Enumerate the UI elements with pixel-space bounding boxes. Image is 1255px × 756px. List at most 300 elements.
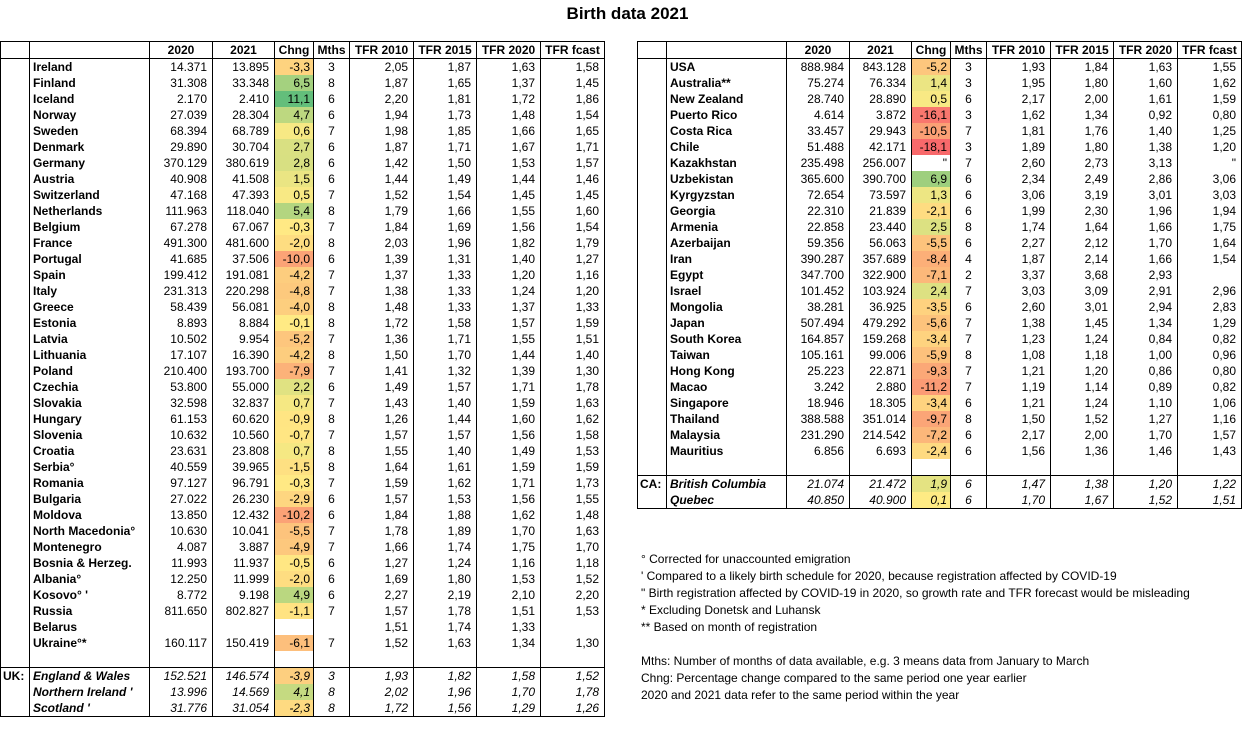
tfr-2020: 1,59 <box>477 459 541 475</box>
row-prefix <box>638 267 667 283</box>
births-2021: 150.419 <box>213 635 275 651</box>
births-2020: 10.502 <box>150 331 213 347</box>
change-percent: 0,5 <box>912 91 951 107</box>
months-count: 6 <box>314 91 350 107</box>
tfr-2020: 3,01 <box>1114 187 1178 203</box>
tfr-2010: 3,06 <box>987 187 1051 203</box>
births-2020: 888.984 <box>787 59 850 76</box>
births-2020: 59.356 <box>787 235 850 251</box>
change-percent: 0,5 <box>275 187 314 203</box>
row-prefix <box>638 251 667 267</box>
months-count: 6 <box>314 251 350 267</box>
births-2020: 27.022 <box>150 491 213 507</box>
country-name: Austria <box>30 171 150 187</box>
births-2020: 18.946 <box>787 395 850 411</box>
tfr-2015: 2,12 <box>1051 235 1114 251</box>
tfr-2020: 1,60 <box>477 411 541 427</box>
table-row <box>1 635 605 651</box>
tfr-2010: 1,27 <box>350 555 414 571</box>
births-2021: 21.839 <box>850 203 912 219</box>
change-percent: -2,1 <box>912 203 951 219</box>
tfr-2020: 1,60 <box>1114 75 1178 91</box>
row-prefix <box>638 59 667 76</box>
country-name: Macao <box>667 379 787 395</box>
country-name: Estonia <box>30 315 150 331</box>
months-count <box>314 651 350 668</box>
tfr-2015: 1,32 <box>414 363 477 379</box>
births-2020: 33.457 <box>787 123 850 139</box>
births-2021: 191.081 <box>213 267 275 283</box>
tfr-2020: 1,38 <box>1114 139 1178 155</box>
months-count: 6 <box>314 555 350 571</box>
births-2020: 365.600 <box>787 171 850 187</box>
country-name: Australia** <box>667 75 787 91</box>
region-name: Scotland ' <box>30 700 150 717</box>
births-2021: 380.619 <box>213 155 275 171</box>
tfr-2015: 1,96 <box>414 684 477 700</box>
sub-region-row <box>1 684 605 700</box>
months-count: 7 <box>314 523 350 539</box>
tfr-forecast: 0,82 <box>1178 379 1242 395</box>
row-prefix <box>1 635 30 651</box>
tfr-forecast: 1,16 <box>541 267 605 283</box>
births-2020: 21.074 <box>787 476 850 493</box>
tfr-2015: 1,66 <box>414 203 477 219</box>
tfr-2010: 1,64 <box>350 459 414 475</box>
tfr-2010: 1,89 <box>987 139 1051 155</box>
table-row <box>1 555 605 571</box>
births-2020: 29.890 <box>150 139 213 155</box>
change-percent: " <box>912 155 951 171</box>
table-row <box>1 107 605 123</box>
tfr-2020: 2,10 <box>477 587 541 603</box>
tfr-forecast: 1,46 <box>541 171 605 187</box>
tfr-2010: 2,27 <box>987 235 1051 251</box>
left-birth-table <box>0 41 605 717</box>
table-row <box>638 75 1242 91</box>
months-count: 6 <box>951 492 987 509</box>
births-2020: 6.856 <box>787 443 850 459</box>
births-2020: 13.996 <box>150 684 213 700</box>
months-count: 6 <box>314 171 350 187</box>
group-prefix <box>1 684 30 700</box>
births-2020: 491.300 <box>150 235 213 251</box>
change-percent: -3,3 <box>275 59 314 76</box>
row-prefix <box>1 491 30 507</box>
row-prefix <box>1 363 30 379</box>
births-2021: 18.305 <box>850 395 912 411</box>
sub-region-row <box>1 700 605 717</box>
births-2021: 13.895 <box>213 59 275 76</box>
header-corner <box>638 42 667 59</box>
tfr-2020: 1,56 <box>477 427 541 443</box>
tfr-2015: 1,44 <box>414 411 477 427</box>
change-percent: 1,3 <box>912 187 951 203</box>
country-name <box>30 651 150 668</box>
row-prefix <box>1 187 30 203</box>
tfr-forecast: 1,59 <box>1178 91 1242 107</box>
tfr-2015: 3,68 <box>1051 267 1114 283</box>
births-2021: 47.393 <box>213 187 275 203</box>
tfr-forecast: 3,03 <box>1178 187 1242 203</box>
tfr-2010: 1,38 <box>987 315 1051 331</box>
row-prefix <box>1 603 30 619</box>
tfr-2010: 1,48 <box>350 299 414 315</box>
tfr-2010: 1,42 <box>350 155 414 171</box>
tfr-2015: 1,80 <box>414 571 477 587</box>
tfr-forecast: 1,70 <box>541 539 605 555</box>
row-prefix <box>1 315 30 331</box>
country-name: Japan <box>667 315 787 331</box>
region-name: British Columbia <box>667 476 787 493</box>
change-percent: -7,9 <box>275 363 314 379</box>
tfr-2015: 1,57 <box>414 379 477 395</box>
tfr-forecast: 1,62 <box>541 411 605 427</box>
months-count: 6 <box>314 491 350 507</box>
table-row <box>638 139 1242 155</box>
births-2021: 37.506 <box>213 251 275 267</box>
footnote-line: " Birth registration affected by COVID-19 in 2020, so growth rate and TFR forecast would be misleading <box>641 586 1190 600</box>
tfr-2015: 2,30 <box>1051 203 1114 219</box>
births-2021: 30.704 <box>213 139 275 155</box>
tfr-2010: 2,17 <box>987 427 1051 443</box>
tfr-2020: 1,70 <box>1114 235 1178 251</box>
table-row <box>638 107 1242 123</box>
tfr-2010: 2,34 <box>987 171 1051 187</box>
country-name: Ukraine°* <box>30 635 150 651</box>
months-count: 6 <box>314 507 350 523</box>
tfr-forecast: 1,58 <box>541 59 605 76</box>
change-percent: -2,4 <box>912 443 951 459</box>
table-row <box>1 571 605 587</box>
months-count: 6 <box>314 107 350 123</box>
tfr-2020 <box>477 651 541 668</box>
births-2020: 164.857 <box>787 331 850 347</box>
change-percent: 11,1 <box>275 91 314 107</box>
row-prefix <box>1 235 30 251</box>
months-count: 8 <box>951 219 987 235</box>
births-2020: 8.772 <box>150 587 213 603</box>
header-tfr-2010: TFR 2010 <box>350 42 414 59</box>
tfr-2020: 1,63 <box>477 59 541 76</box>
tfr-2015: 2,00 <box>1051 427 1114 443</box>
table-row <box>1 459 605 475</box>
tfr-2020: 1,37 <box>477 299 541 315</box>
births-2021: 36.925 <box>850 299 912 315</box>
page-title: Birth data 2021 <box>566 4 689 23</box>
table-row <box>1 123 605 139</box>
tfr-2020: 1,29 <box>477 700 541 717</box>
tfr-2015: 1,58 <box>414 315 477 331</box>
tfr-2015: 1,84 <box>1051 59 1114 76</box>
births-2021: 10.560 <box>213 427 275 443</box>
table-row <box>1 203 605 219</box>
table-row <box>638 427 1242 443</box>
tfr-2015: 1,40 <box>414 443 477 459</box>
tfr-2020: 1,55 <box>477 331 541 347</box>
tfr-2020: 1,59 <box>477 395 541 411</box>
tfr-forecast: 1,33 <box>541 299 605 315</box>
tfr-forecast: 0,96 <box>1178 347 1242 363</box>
tfr-2020: 0,84 <box>1114 331 1178 347</box>
row-prefix <box>638 155 667 171</box>
table-row <box>1 171 605 187</box>
tfr-2020: 1,40 <box>1114 123 1178 139</box>
country-name: Singapore <box>667 395 787 411</box>
change-percent: 1,9 <box>912 476 951 493</box>
region-name: Northern Ireland ' <box>30 684 150 700</box>
tfr-2020: 1,37 <box>477 75 541 91</box>
change-percent: -18,1 <box>912 139 951 155</box>
months-count: 6 <box>314 139 350 155</box>
tfr-forecast: " <box>1178 155 1242 171</box>
country-name: Hungary <box>30 411 150 427</box>
change-percent: 6,5 <box>275 75 314 91</box>
births-2021: 39.965 <box>213 459 275 475</box>
header-mths: Mths <box>951 42 987 59</box>
group-prefix <box>638 492 667 509</box>
change-percent: 6,9 <box>912 171 951 187</box>
births-2020: 13.850 <box>150 507 213 523</box>
tfr-forecast: 1,48 <box>541 507 605 523</box>
country-name: Georgia <box>667 203 787 219</box>
births-2020: 8.893 <box>150 315 213 331</box>
change-percent: -5,2 <box>912 59 951 76</box>
row-prefix <box>1 411 30 427</box>
table-row <box>638 251 1242 267</box>
country-name: Montenegro <box>30 539 150 555</box>
tfr-2020: 1,66 <box>1114 251 1178 267</box>
months-count: 8 <box>314 459 350 475</box>
tfr-2020: 1,71 <box>477 379 541 395</box>
header-tfr-2010: TFR 2010 <box>987 42 1051 59</box>
births-2020: 105.161 <box>787 347 850 363</box>
country-name: Egypt <box>667 267 787 283</box>
tfr-2010: 1,57 <box>350 603 414 619</box>
change-percent: 2,5 <box>912 219 951 235</box>
tfr-2010: 2,27 <box>350 587 414 603</box>
births-2021: 159.268 <box>850 331 912 347</box>
months-count <box>951 459 987 476</box>
tfr-2020: 1,00 <box>1114 347 1178 363</box>
tfr-2020: 1,20 <box>1114 476 1178 493</box>
births-2020: 235.498 <box>787 155 850 171</box>
change-percent: -4,2 <box>275 267 314 283</box>
tfr-2010 <box>350 651 414 668</box>
tfr-forecast: 1,71 <box>541 139 605 155</box>
months-count: 6 <box>951 171 987 187</box>
change-percent: -4,0 <box>275 299 314 315</box>
tfr-2010: 2,03 <box>350 235 414 251</box>
table-row <box>1 411 605 427</box>
tfr-forecast: 1,55 <box>1178 59 1242 76</box>
tfr-2015: 1,31 <box>414 251 477 267</box>
months-count: 7 <box>314 395 350 411</box>
country-name: Chile <box>667 139 787 155</box>
tfr-2020: 1,20 <box>477 267 541 283</box>
table-row <box>1 91 605 107</box>
births-2021: 8.884 <box>213 315 275 331</box>
table-row <box>638 171 1242 187</box>
tfr-2010: 1,56 <box>987 443 1051 459</box>
tfr-2010: 1,84 <box>350 507 414 523</box>
tfr-2010: 1,50 <box>987 411 1051 427</box>
tfr-2020: 3,13 <box>1114 155 1178 171</box>
table-row <box>638 347 1242 363</box>
tfr-forecast: 1,75 <box>1178 219 1242 235</box>
births-2021: 76.334 <box>850 75 912 91</box>
births-2021: 28.890 <box>850 91 912 107</box>
table-row <box>638 363 1242 379</box>
tfr-2015: 1,69 <box>414 219 477 235</box>
tfr-forecast: 0,82 <box>1178 331 1242 347</box>
tfr-forecast: 1,78 <box>541 379 605 395</box>
change-percent: -0,9 <box>275 411 314 427</box>
months-count: 7 <box>951 379 987 395</box>
tfr-forecast: 1,18 <box>541 555 605 571</box>
tfr-2015: 2,49 <box>1051 171 1114 187</box>
tfr-forecast: 1,58 <box>541 427 605 443</box>
table-row <box>1 507 605 523</box>
tfr-forecast: 1,52 <box>541 668 605 685</box>
country-name: Portugal <box>30 251 150 267</box>
tfr-2010: 1,47 <box>987 476 1051 493</box>
change-percent: -9,7 <box>912 411 951 427</box>
change-percent: -5,2 <box>275 331 314 347</box>
country-name: Spain <box>30 267 150 283</box>
births-2021: 322.900 <box>850 267 912 283</box>
tfr-2015: 1,53 <box>414 491 477 507</box>
country-name: Finland <box>30 75 150 91</box>
births-2021 <box>213 619 275 635</box>
right-birth-table <box>637 41 1242 509</box>
months-count: 3 <box>951 107 987 123</box>
row-prefix <box>638 203 667 219</box>
tfr-2020: 1,53 <box>477 155 541 171</box>
table-row <box>1 267 605 283</box>
births-2021: 390.700 <box>850 171 912 187</box>
tfr-forecast <box>541 619 605 635</box>
tfr-2010: 1,94 <box>350 107 414 123</box>
country-name: Hong Kong <box>667 363 787 379</box>
tfr-2015: 2,19 <box>414 587 477 603</box>
months-count: 8 <box>314 347 350 363</box>
births-2021: 32.837 <box>213 395 275 411</box>
months-count: 6 <box>951 91 987 107</box>
months-count: 8 <box>314 203 350 219</box>
tfr-forecast: 1,54 <box>1178 251 1242 267</box>
tfr-2010: 1,70 <box>987 492 1051 509</box>
country-name: Kosovo° ' <box>30 587 150 603</box>
table-row <box>1 427 605 443</box>
table-row <box>1 283 605 299</box>
births-2021: 23.808 <box>213 443 275 459</box>
tfr-2015: 2,73 <box>1051 155 1114 171</box>
footnote-line: ' Compared to a likely birth schedule for 2020, because registration affected by COVID-19 <box>641 569 1117 583</box>
country-name: Czechia <box>30 379 150 395</box>
tfr-2020: 1,16 <box>477 555 541 571</box>
tfr-2010: 1,72 <box>350 315 414 331</box>
months-count: 7 <box>314 427 350 443</box>
births-2021: 357.689 <box>850 251 912 267</box>
row-prefix <box>1 555 30 571</box>
tfr-forecast: 0,80 <box>1178 107 1242 123</box>
row-prefix <box>638 459 667 476</box>
births-2020: 97.127 <box>150 475 213 491</box>
tfr-2015: 1,18 <box>1051 347 1114 363</box>
table-row <box>638 443 1242 459</box>
tfr-2020: 1,27 <box>1114 411 1178 427</box>
change-percent: -5,6 <box>912 315 951 331</box>
table-row <box>1 219 605 235</box>
tfr-2020: 1,51 <box>477 603 541 619</box>
tfr-forecast: 1,16 <box>1178 411 1242 427</box>
tfr-2010: 1,72 <box>350 700 414 717</box>
header-chng: Chng <box>275 42 314 59</box>
months-count: 8 <box>314 684 350 700</box>
table-row <box>638 331 1242 347</box>
tfr-2020: 1,44 <box>477 347 541 363</box>
tfr-2015: 1,67 <box>1051 492 1114 509</box>
change-percent: -0,3 <box>275 219 314 235</box>
births-2020: 40.850 <box>787 492 850 509</box>
tfr-2010: 1,52 <box>350 635 414 651</box>
months-count: 3 <box>951 59 987 76</box>
table-row <box>638 187 1242 203</box>
months-count: 6 <box>951 443 987 459</box>
table-row <box>1 491 605 507</box>
table-row <box>638 395 1242 411</box>
region-name: Quebec <box>667 492 787 509</box>
months-count: 6 <box>951 203 987 219</box>
change-percent: -5,5 <box>912 235 951 251</box>
births-2021: 22.871 <box>850 363 912 379</box>
footnote-spacer <box>641 636 1190 653</box>
births-2020: 10.632 <box>150 427 213 443</box>
months-count: 6 <box>314 155 350 171</box>
births-2020: 17.107 <box>150 347 213 363</box>
change-percent: -1,1 <box>275 603 314 619</box>
tfr-2020: 1,56 <box>477 219 541 235</box>
births-2021: 2.410 <box>213 91 275 107</box>
tfr-forecast: 2,20 <box>541 587 605 603</box>
row-prefix <box>1 507 30 523</box>
country-name <box>667 459 787 476</box>
tfr-forecast: 2,96 <box>1178 283 1242 299</box>
group-prefix: CA: <box>638 476 667 493</box>
row-prefix <box>1 651 30 668</box>
months-count: 8 <box>314 299 350 315</box>
tfr-2010: 1,51 <box>350 619 414 635</box>
births-2020 <box>150 619 213 635</box>
months-count: 6 <box>951 187 987 203</box>
births-2020 <box>787 459 850 476</box>
births-2021: 42.171 <box>850 139 912 155</box>
births-2021: 11.937 <box>213 555 275 571</box>
tfr-2015: 3,19 <box>1051 187 1114 203</box>
births-2020: 507.494 <box>787 315 850 331</box>
country-name: Serbia° <box>30 459 150 475</box>
months-count: 6 <box>951 395 987 411</box>
tfr-2015: 1,73 <box>414 107 477 123</box>
table-row <box>1 155 605 171</box>
header-tfr-2020: TFR 2020 <box>477 42 541 59</box>
tfr-2015: 1,36 <box>1051 443 1114 459</box>
country-name: Armenia <box>667 219 787 235</box>
row-prefix <box>1 475 30 491</box>
country-name: Albania° <box>30 571 150 587</box>
months-count: 3 <box>314 668 350 685</box>
